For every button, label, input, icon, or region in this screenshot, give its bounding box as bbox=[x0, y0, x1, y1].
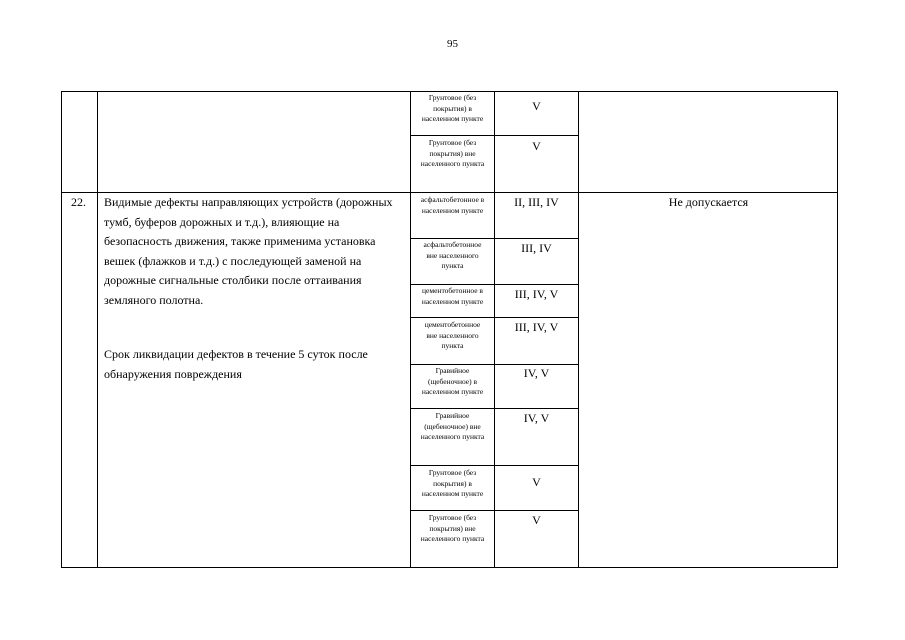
category-cell: IV, V bbox=[523, 366, 550, 380]
surface-cell: Грунтовое (без покрытия) вне населенного пункта bbox=[420, 513, 485, 543]
surface-cell: Гравийное (щебеночное) в населенном пункте bbox=[421, 366, 484, 396]
row-number: 22. bbox=[71, 195, 86, 209]
surface-cell: цементобетонное вне населенного пункта bbox=[424, 320, 481, 350]
surface-cell: асфальтобетонное вне населенного пункта bbox=[423, 240, 482, 270]
surface-cell: Гравийное (щебеночное) вне населенного пункта bbox=[420, 411, 485, 441]
surface-cell: асфальтобетонное в населенном пункте bbox=[420, 195, 485, 215]
defect-description: Видимые дефекты направляющих устройств (дорожных тумб, буферов дорожных и т.д.), влияющие на безопасность движения, также применима установка вешек (флажков и т.д.) с последующей заменой на дорожные сигнальные столбики после оттаивания земляного полотна. bbox=[104, 195, 393, 307]
category-cell: IV, V bbox=[523, 411, 550, 425]
surface-cell: Грунтовое (без покрытия) в населенном пункте bbox=[421, 468, 484, 498]
category-cell: II, III, IV bbox=[514, 195, 559, 209]
category-cell: V bbox=[532, 99, 541, 113]
category-cell: V bbox=[532, 139, 541, 153]
category-cell: V bbox=[532, 513, 541, 527]
surface-cell: Грунтовое (без покрытия) в населенном пункте bbox=[421, 93, 484, 123]
page-number: 95 bbox=[447, 38, 458, 50]
surface-cell: цементобетонное в населенном пункте bbox=[421, 286, 484, 306]
category-cell: III, IV bbox=[521, 241, 552, 255]
surface-cell: Грунтовое (без покрытия) вне населенного пункта bbox=[420, 138, 485, 168]
deadline-text: Срок ликвидации дефектов в течение 5 суток после обнаружения повреждения bbox=[104, 347, 368, 381]
category-cell: V bbox=[532, 475, 541, 489]
requirement-value: Не допускается bbox=[668, 195, 749, 209]
category-cell: III, IV, V bbox=[514, 287, 559, 301]
category-cell: III, IV, V bbox=[514, 320, 559, 334]
